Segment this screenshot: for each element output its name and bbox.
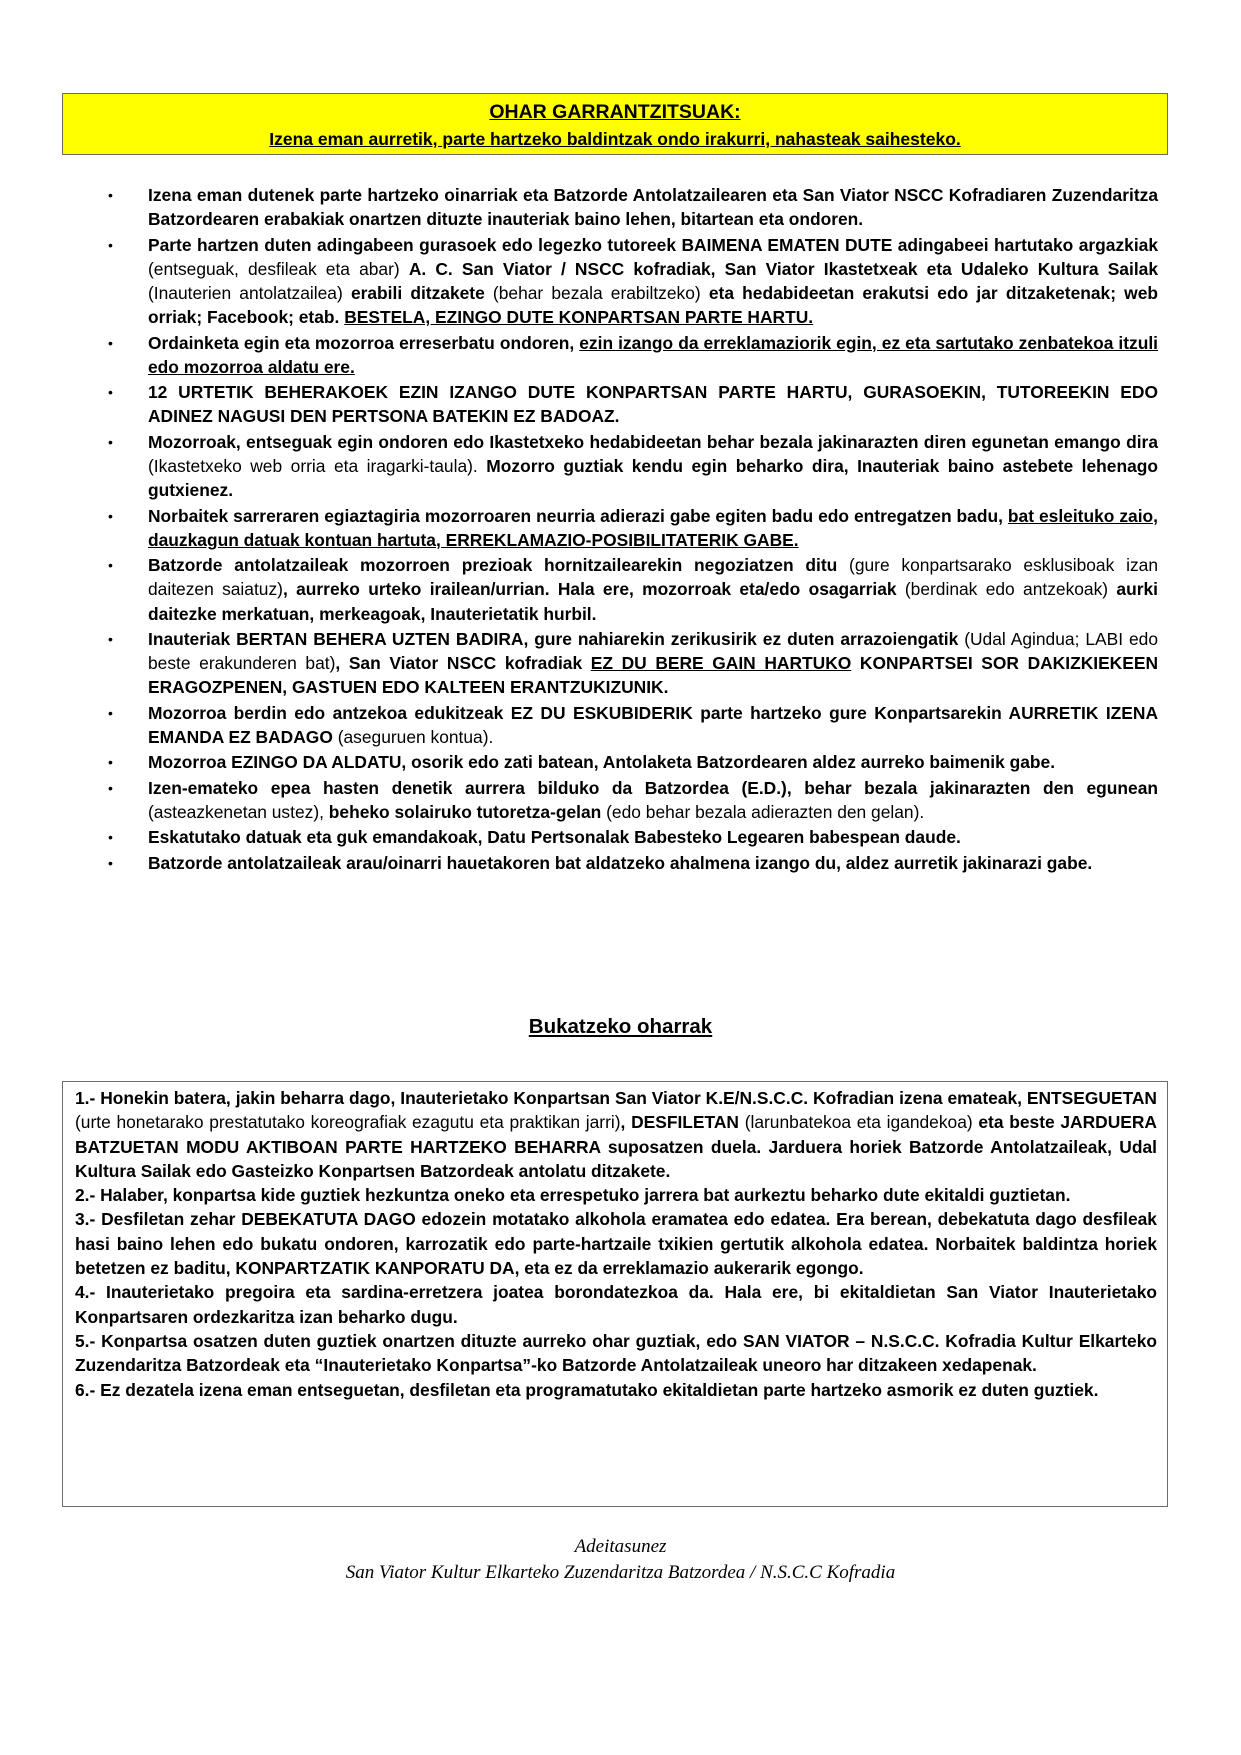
rule-text-segment: (Udal Agindua; LABI edo beste erakunderen bat) (148, 628, 1158, 674)
rule-text (148, 827, 961, 847)
rule-text-segment: KONPARTSEI SOR DAKIZKIEKEEN ERAGOZPENEN, GASTUEN EDO KALTEEN ERANTZUKIZUNIK. (148, 653, 1159, 698)
bullet-icon: • (108, 779, 113, 796)
rule-text-segment: Parte hartzen duten adingabeen gurasoek edo legezko tutoreek BAIMENA EMATEN DUTE adingabeei hartutako argazkiak (148, 234, 1158, 255)
rule-item (100, 504, 1158, 552)
rule-item (100, 183, 1158, 231)
rule-item (100, 701, 1158, 749)
final-note-text-segment: 1.- Honekin batera, jakin beharra dago, Inauterietako Konpartsan San Viator K.E/N.S.C.C. Kofradian izena emateak, ENTSEGUETAN (75, 1088, 1157, 1108)
rule-text-segment: EZ DU BERE GAIN HARTUKO (590, 653, 852, 674)
bullet-icon: • (108, 236, 113, 253)
rule-text-segment: , San Viator NSCC kofradiak (335, 653, 591, 674)
rule-text (148, 853, 1092, 873)
rule-text (148, 382, 1158, 426)
rule-text-segment: ezin izango da erreklamaziorik egin, ez eta sartutako zenbatekoa itzuli edo mozorroa aldatu ere. (148, 332, 1159, 377)
final-note-text-segment: KONPARTZATIK KANPORATU DA (235, 1258, 515, 1279)
rule-text-segment: 12 URTETIK BEHERAKOEK EZIN IZANGO DUTE KONPARTSAN PARTE HARTU, GURASOEKIN, TUTOREEKIN EDO ADINEZ NAGUSI DEN PERTSONA BATEKIN EZ BADOAZ. (148, 382, 1158, 427)
final-note-text-segment: 3.- Desfiletan zehar DEBEKATUTA DAGO (75, 1209, 416, 1230)
bullet-icon: • (108, 829, 113, 846)
rule-text-segment: beheko solairuko tutoretza-gelan (328, 801, 602, 822)
rule-text-segment: Eskatutako datuak eta guk emandakoak, Datu Pertsonalak Babesteko Legearen babespean daude. (148, 827, 961, 848)
rule-text-segment: erabili ditzakete (350, 283, 485, 303)
rule-text-segment: Inauteriak BERTAN BEHERA UZTEN BADIRA, gure nahiarekin zerikusirik ez duten arrazoiengatik (148, 628, 959, 649)
rule-text-segment: , aurreko urteko irailean/urrian. Hala ere, mozorroak eta/edo osagarriak (282, 579, 897, 600)
rule-text-segment: (Inauterien antolatzailea) (148, 283, 351, 303)
bullet-icon: • (108, 854, 113, 871)
rule-item (100, 851, 1158, 875)
important-notice-box (62, 93, 1168, 155)
rule-text-segment: (aseguruen kontua). (332, 726, 494, 747)
final-note-text-segment: (larunbatekoa eta igandekoa) (738, 1112, 979, 1133)
bullet-icon: • (108, 433, 113, 450)
bullet-icon: • (108, 507, 113, 524)
rule-item (100, 380, 1158, 428)
bullet-icon: • (108, 754, 113, 771)
final-note (75, 1329, 1157, 1378)
final-note (75, 1183, 1157, 1207)
bullet-icon: • (108, 384, 113, 401)
final-note-text-segment: 6.- Ez dezatela izena eman entseguetan, desfiletan eta programatutako ekitaldietan parte hartzeko asmorik ez duten guztiek. (75, 1379, 1099, 1400)
rule-item (100, 331, 1158, 379)
rule-text-segment: Izena eman dutenek parte hartzeko oinarriak eta Batzorde Antolatzailearen eta San Viator NSCC Kofradiaren Zuzendaritza Batzordearen erabakiak onartzen dituzte inauteriak baino lehen, bitartean eta ondoren. (148, 185, 1158, 230)
bullet-icon: • (108, 557, 113, 574)
rule-text (148, 235, 1158, 328)
bullet-icon: • (108, 334, 113, 351)
final-note (75, 1378, 1157, 1402)
final-note-text-segment: 2.- Halaber, konpartsa kide guztiek hezkuntza oneko eta errespetuko jarrera bat aurkeztu beharko dute ekitaldi guztietan. (75, 1185, 1071, 1206)
rule-text-segment: (gure konpartsarako esklusiboak izan daitezen saiatuz) (148, 555, 1158, 600)
final-note-text-segment: 5.- Konpartsa osatzen duten guztiek onartzen dituzte aurreko ohar guztiak, edo SAN VIATOR – N.S.C.C. Kofradia Kultur Elkarteko Zuzendaritza Batzordeak eta “Inauterietako Konpartsa”-ko Batzorde Antolatzaileak uneoro har ditzakeen xedapenak. (75, 1330, 1157, 1376)
rule-text (148, 778, 1158, 822)
rule-text-segment: Mozorroa EZINGO DA ALDATU, osorik edo zati batean, Antolaketa Batzordearen aldez aurreko baimenik gabe. (148, 752, 1056, 773)
rule-text-segment: (behar bezala erabiltzeko) (484, 283, 709, 303)
rule-text-segment: Batzorde antolatzaileak mozorroen prezioak hornitzailearekin negoziatzen ditu (148, 555, 838, 576)
final-note (75, 1086, 1157, 1183)
rule-text-segment: (entseguak, desfileak eta abar) (148, 258, 409, 279)
rule-text-segment: Ordainketa egin eta mozorroa erreserbatu ondoren, (148, 332, 580, 353)
rule-text-segment: (Ikastetxeko web orria eta iragarki-taula). (148, 455, 487, 476)
rule-text-segment: Izen-emateko epea hasten denetik aurrera bilduko da Batzordea (E.D.), behar bezala jakinarazten den egunean (148, 777, 1158, 798)
rules-list (100, 183, 1158, 876)
rule-item (100, 627, 1158, 700)
rule-text (148, 703, 1158, 747)
rule-text-segment: (edo behar bezala adierazten den gelan). (601, 801, 925, 822)
rule-item (100, 233, 1158, 330)
final-notes-box (62, 1081, 1168, 1507)
rule-text (148, 506, 1158, 550)
bullet-icon: • (108, 704, 113, 721)
notice-subtitle: Izena eman aurretik, parte hartzeko baldintzak ondo irakurri, nahasteak saihesteko. (269, 129, 961, 149)
rule-text-segment: Mozorroak, entseguak egin ondoren edo Ikastetxeko hedabideetan behar bezala jakinarazten diren egunetan emango dira (148, 431, 1158, 452)
rule-text-segment: (asteazkenetan ustez), (148, 801, 329, 822)
rule-text (148, 555, 1158, 623)
rule-text-segment: (berdinak edo antzekoak) (896, 579, 1117, 600)
rule-text (148, 629, 1158, 697)
final-note (75, 1207, 1157, 1280)
rule-text-segment: Norbaitek sarreraren egiaztagiria mozorroaren neurria adierazi gabe egiten badu edo entregatzen badu, (148, 505, 1008, 526)
rule-text-segment: A. C. San Viator / NSCC kofradiak, San Viator Ikastetxeak eta Udaleko Kultura Sailak (408, 258, 1158, 279)
rule-item (100, 430, 1158, 503)
notice-title: OHAR GARRANTZITSUAK: (489, 101, 741, 123)
final-note-text-segment: , DESFILETAN (620, 1112, 739, 1133)
rule-item (100, 776, 1158, 824)
bullet-icon: • (108, 630, 113, 647)
rule-text (148, 752, 1055, 772)
final-note-text-segment: suposatzen duela. Jarduera horiek Batzorde Antolatzaileak, Udal Kultura Sailak edo Gasteizko Konpartsen Batzordeak antolatu ditzakete. (75, 1136, 1157, 1181)
rule-text-segment: Mozorro guztiak kendu egin beharko dira, Inauteriak baino astebete lehenago gutxienez. (148, 455, 1159, 501)
final-note-text-segment: (urte honetarako prestatutako koreografiak ezagutu eta praktikan jarri) (75, 1112, 621, 1133)
rule-text-segment: Mozorroa berdin edo antzekoa edukitzeak EZ DU ESKUBIDERIK parte hartzeko gure Konpartsarekin AURRETIK IZENA EMANDA EZ BADAGO (148, 702, 1158, 747)
rule-text-segment: bat esleituko zaio, dauzkagun datuak kontuan hartuta, ERREKLAMAZIO-POSIBILITATERIK GABE. (148, 505, 1159, 550)
rule-item (100, 553, 1158, 626)
rule-item (100, 825, 1158, 849)
rule-text (148, 185, 1158, 229)
closing-block (0, 1534, 1241, 1586)
rule-text-segment: eta hedabideetan erakutsi edo jar ditzaketenak; web orriak; Facebook; etab. (148, 283, 1159, 328)
rule-text-segment: BESTELA, EZINGO DUTE KONPARTSAN PARTE HARTU. (344, 307, 814, 328)
rule-text-segment: Batzorde antolatzaileak arau/oinarri hauetakoren bat aldatzeko ahalmena izango du, aldez aurretik jakinarazi gabe. (148, 852, 1093, 873)
rule-text-segment: aurki daitezke merkatuan, merkeagoak, Inauterietatik hurbil. (148, 579, 1158, 624)
rule-item (100, 750, 1158, 774)
final-note-text-segment: edozein motatako alkohola eramatea edo edatea. Era berean, debekatuta dago desfileak hasi baino lehen edo bukatu ondoren, karrozatik edo parte-hartzaile txikien gertutik alkohola edatea. Norbaitek baldintza horiek betetzen ez baditu, (75, 1209, 1157, 1279)
final-note (75, 1280, 1157, 1329)
final-note-text-segment: eta beste JARDUERA BATZUETAN MODU AKTIBOAN PARTE HARTZEKO BEHARRA (75, 1112, 1157, 1157)
final-note-text-segment: , eta ez da erreklamazio aukerarik egongo. (514, 1258, 864, 1279)
closing-signature: San Viator Kultur Elkarteko Zuzendaritza Batzordea / N.S.C.C Kofradia (345, 1562, 896, 1583)
rule-text (148, 333, 1158, 377)
rule-text (148, 432, 1158, 500)
final-note-text-segment: 4.- Inauterietako pregoira eta sardina-erretzera joatea borondatezkoa da. Hala ere, bi ekitaldietan San Viator Inauterietako Konpartsaren ordezkaritza izan beharko dugu. (75, 1282, 1157, 1327)
bullet-icon: • (108, 187, 113, 203)
final-notes-heading: Bukatzeko oharrak (528, 1015, 713, 1038)
closing-greeting: Adeitasunez (574, 1536, 667, 1557)
